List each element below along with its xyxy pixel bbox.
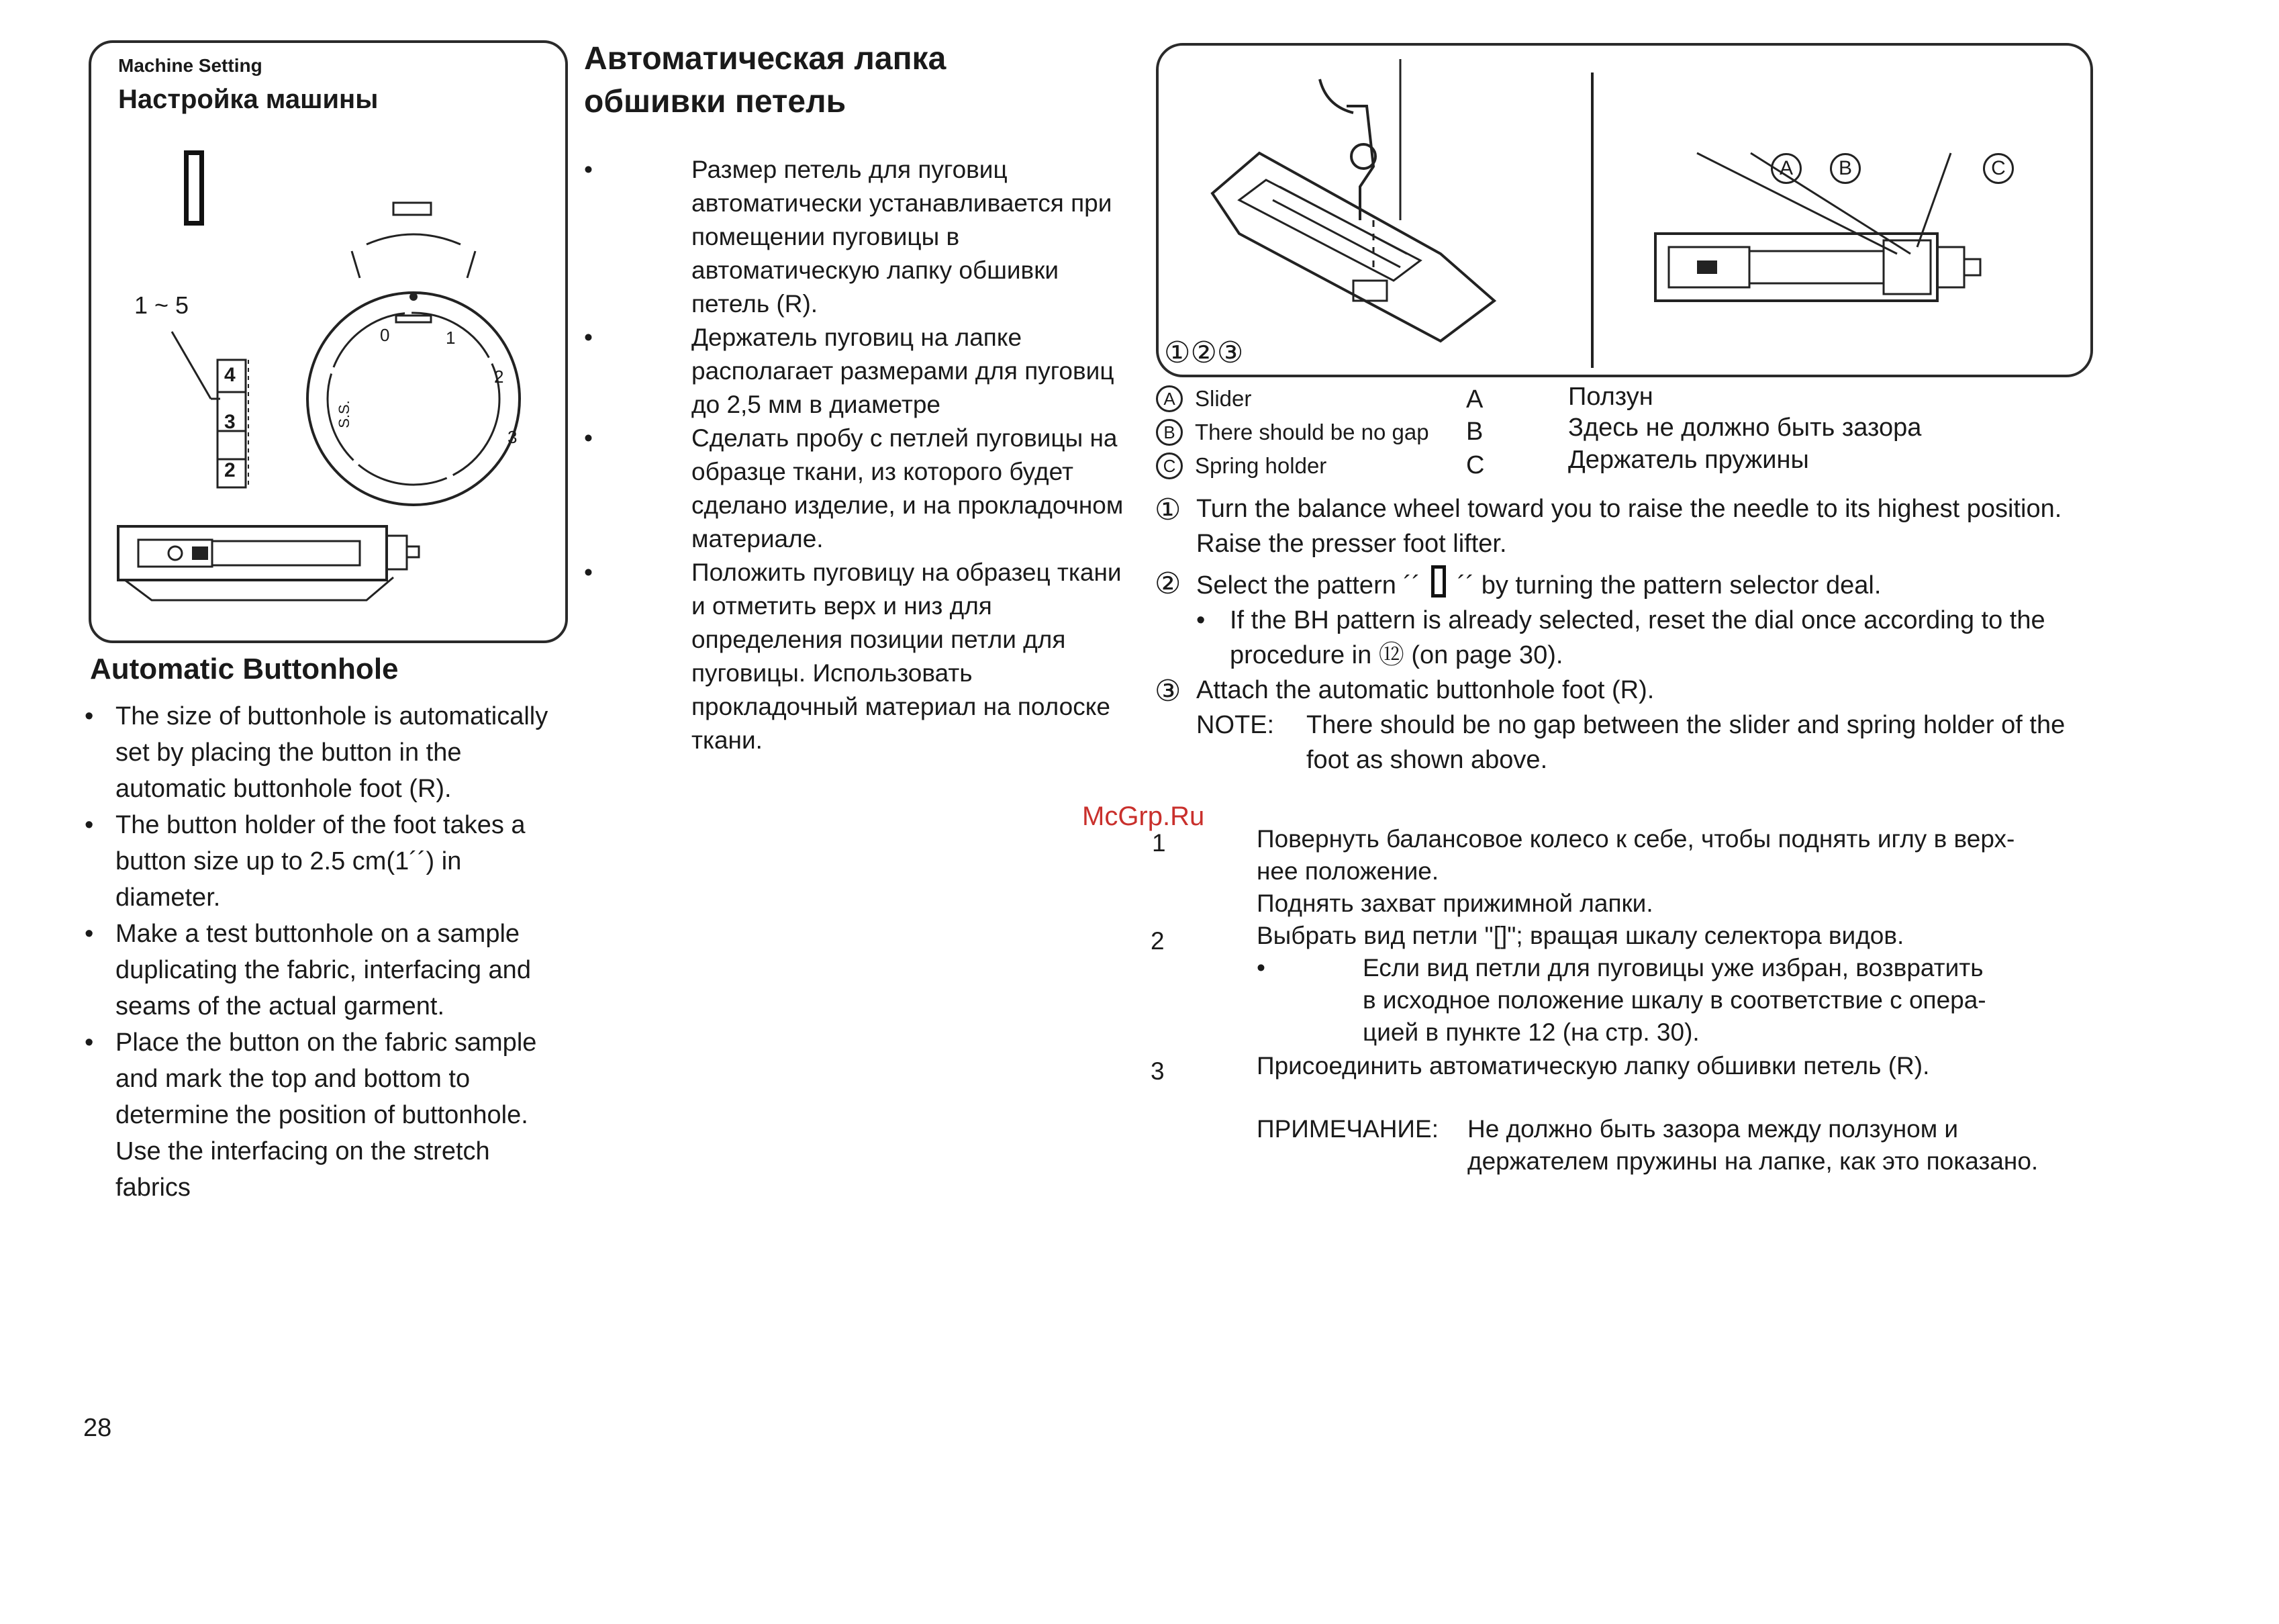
legend-en: Spring holder <box>1195 453 1327 478</box>
step-text: Повернуть балансовое колесо к себе, чтобы поднять иглу в верх- <box>1257 825 2015 853</box>
watermark: McGrp.Ru <box>1082 802 1205 831</box>
ru-bullet-text: Размер петель для пуговиц автоматически устанавливается при помещении пуговицы в автоматическую лапку обшивки петель (R). <box>691 156 1112 318</box>
list-item <box>584 422 1141 556</box>
note-text: foot as shown above. <box>1306 746 1548 774</box>
figure-divider <box>1591 73 1594 368</box>
step-text: Turn the balance wheel toward you to raise the needle to its highest position. <box>1196 495 2062 523</box>
en-bullet-list <box>85 698 568 1206</box>
en-bullet-text: The button holder of the foot takes a button size up to 2.5 cm(1´´) in diameter. <box>115 811 526 912</box>
stack-label-4: 4 <box>224 364 236 386</box>
ru-bullet-text: Сделать пробу с петлей пуговицы на образце ткани, из которого будет сделано изделие, и на прокладочном материале. <box>691 424 1124 553</box>
note-text: держателем пружины на лапке, как это показано. <box>1467 1147 2039 1175</box>
buttonhole-pattern-icon <box>184 150 204 226</box>
list-item: • The button holder of the foot takes a button size up to 2.5 cm(1´´) in diameter. <box>85 811 526 912</box>
legend-ru: Ползун <box>1568 383 1653 411</box>
step-text: Attach the automatic buttonhole foot (R). <box>1196 676 1655 704</box>
panel-small-title: Machine Setting <box>118 55 262 76</box>
legend-row-c <box>1156 452 1326 479</box>
legend-row-b <box>1156 419 1429 446</box>
dial-label-0: 0 <box>380 325 390 345</box>
ru-step-1-number: 1 <box>1152 829 1166 857</box>
list-item <box>584 556 1141 757</box>
legend-ru: Держатель пружины <box>1568 446 1809 474</box>
en-bullet-text: The size of buttonhole is automatically set by placing the button in the automatic buttonhole foot (R). <box>115 702 548 803</box>
ru-bullet-text: Держатель пуговиц на лапке располагает размерами для пуговиц до 2,5 мм в диаметре <box>691 324 1114 418</box>
pattern-selector-dial <box>293 197 548 513</box>
step-text: Raise the presser foot lifter. <box>1196 530 1507 558</box>
bullet-dot: • <box>1257 954 1265 982</box>
ru-step-1-text <box>1257 823 2129 920</box>
ru-step-2-text: Выбрать вид петли "[]"; вращая шкалу селектора видов. <box>1257 922 1904 949</box>
callout-c: C <box>1983 153 2014 184</box>
bullet-dot: • <box>584 424 593 452</box>
step-number: ① <box>1155 493 1181 526</box>
step-number: ② <box>1155 567 1181 600</box>
list-item: • Make a test buttonhole on a sample duplicating the fabric, interfacing and seams of the actual garment. <box>85 920 531 1020</box>
step-sub-text: цией в пункте 12 (на стр. 30). <box>1363 1018 1700 1046</box>
note-text: Не должно быть зазора между ползуном и <box>1467 1115 1959 1143</box>
buttonhole-foot-illustration <box>111 513 434 607</box>
step-sub-text: в исходное положение шкалу в соответствие с опера- <box>1363 986 1986 1014</box>
step-text <box>1196 565 2108 603</box>
buttonhole-pattern-icon <box>1431 565 1446 598</box>
step-sub-text: If the BH pattern is already selected, reset the dial once according to the <box>1230 606 2045 634</box>
en-step-2 <box>1155 565 2108 673</box>
en-step-3 <box>1155 673 2108 777</box>
en-bullet-text: Make a test buttonhole on a sample duplicating the fabric, interfacing and seams of the actual garment. <box>115 920 531 1020</box>
step-sub-text: Если вид петли для пуговицы уже избран, возвратить <box>1363 954 1984 982</box>
en-heading: Automatic Buttonhole <box>90 653 399 685</box>
note <box>1196 708 2108 777</box>
machine-setting-panel <box>89 40 568 643</box>
dial-label-3: 3 <box>507 427 518 447</box>
dial-label-1: 1 <box>446 328 456 348</box>
legend-mark: B <box>1156 419 1183 446</box>
legend-row-a <box>1156 385 1251 412</box>
figure-steps-label: ①②③ <box>1164 336 1244 369</box>
list-item <box>584 321 1141 422</box>
legend-letter: C <box>1466 451 1485 479</box>
callout-b: B <box>1830 153 1861 184</box>
ru-heading-line2: обшивки петель <box>584 84 846 120</box>
dial-label-2: 2 <box>494 367 504 387</box>
ru-note <box>1257 1113 2210 1178</box>
range-label: 1 ~ 5 <box>134 291 189 319</box>
step-sub-text: procedure in ⑫ (on page 30). <box>1230 641 1563 669</box>
foot-figure-panel <box>1156 43 2093 377</box>
ru-step-2-sub <box>1257 952 2129 1049</box>
stack-label-3: 3 <box>224 411 236 433</box>
page-number: 28 <box>83 1414 112 1442</box>
step-text: нее положение. <box>1257 857 1439 885</box>
bullet-dot: • <box>584 156 593 183</box>
step-sub <box>1196 603 2108 673</box>
list-item: • Place the button on the fabric sample and mark the top and bottom to determine the position of buttonhole. Use the interfacing on the stretch fabrics <box>85 1029 537 1202</box>
legend-en: There should be no gap <box>1195 420 1429 444</box>
ru-step-3-text: Присоединить автоматическую лапку обшивки петель (R). <box>1257 1052 1930 1080</box>
ru-step-3-number: 3 <box>1151 1057 1165 1085</box>
legend-mark: C <box>1156 452 1183 479</box>
panel-title: Настройка машины <box>118 85 379 114</box>
step-number: ③ <box>1155 675 1181 708</box>
callout-a: A <box>1771 153 1802 184</box>
legend-letter: B <box>1466 418 1484 446</box>
legend-en: Slider <box>1195 386 1252 411</box>
bullet-dot: • <box>1196 606 1206 634</box>
dial-label-ss: S.S. <box>335 400 352 428</box>
ru-step-2-number: 2 <box>1151 927 1165 955</box>
ru-heading-line1: Автоматическая лапка <box>584 41 947 77</box>
step-text: Поднять захват прижимной лапки. <box>1257 890 1653 917</box>
legend-ru: Здесь не должно быть зазора <box>1568 414 1922 442</box>
en-step-1 <box>1155 491 2108 561</box>
step-text-part: ´´ by turning the pattern selector deal. <box>1457 571 1882 600</box>
note-text: There should be no gap between the slider and spring holder of the <box>1306 711 2066 739</box>
en-bullet-text: Place the button on the fabric sample and mark the top and bottom to determine the position of buttonhole. Use the interfacing on the stretch fabrics <box>115 1029 537 1202</box>
ru-bullet-text: Положить пуговицу на образец ткани и отметить верх и низ для определения позиции петли для пуговицы. Использовать прокладочный материал на полоске ткани. <box>691 559 1122 754</box>
list-item <box>584 153 1141 321</box>
stack-label-2: 2 <box>224 459 236 481</box>
bullet-dot: • <box>584 324 593 351</box>
legend-letter: A <box>1466 385 1484 414</box>
note-label: ПРИМЕЧАНИЕ: <box>1257 1115 1439 1143</box>
ru-bullet-list <box>584 153 1141 757</box>
foot-attach-illustration <box>1199 52 1548 348</box>
bullet-dot: • <box>584 559 593 586</box>
step-text-part: Select the pattern ´´ <box>1196 571 1420 600</box>
legend-mark: A <box>1156 385 1183 412</box>
list-item: • The size of buttonhole is automatically set by placing the button in the automatic buttonhole foot (R). <box>85 702 548 803</box>
note-label: NOTE: <box>1196 711 1275 739</box>
